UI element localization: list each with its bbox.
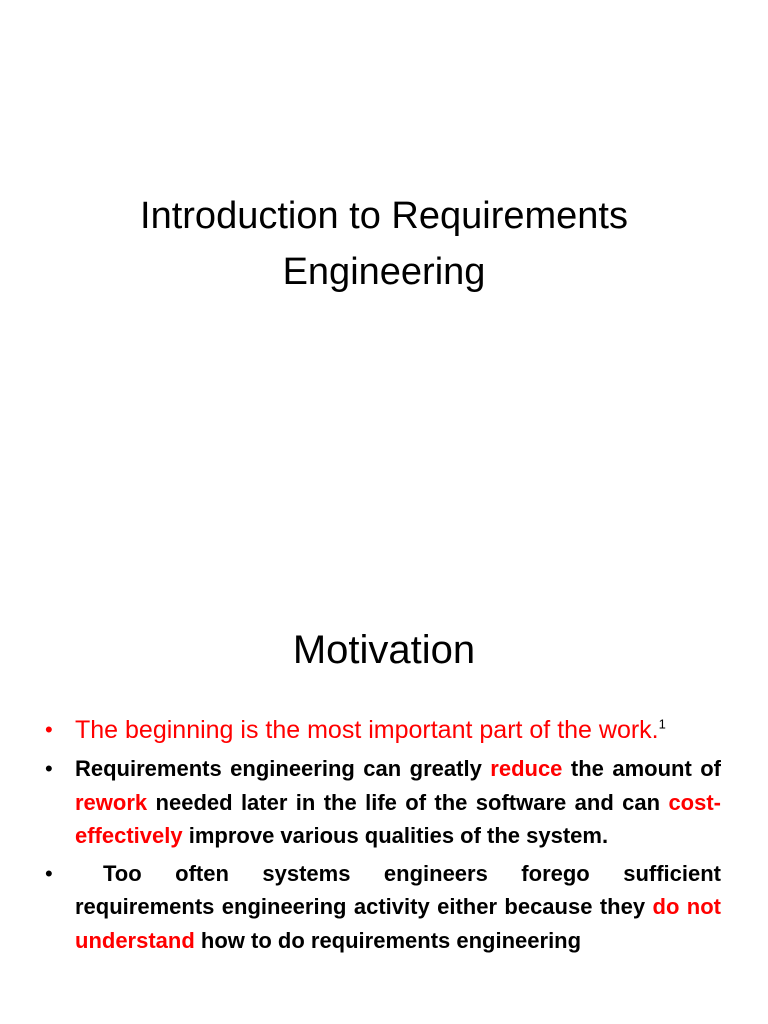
bullet-text: improve various qualities of the system. bbox=[182, 823, 609, 848]
bullet-icon: • bbox=[45, 717, 53, 742]
slide-title bbox=[60, 188, 708, 300]
bullet-text: The beginning is the most important part of the work. bbox=[75, 716, 659, 744]
bullet-text: how to do requirements engineering bbox=[194, 927, 582, 953]
bullet-text: Requirements engineering can greatly bbox=[75, 756, 491, 781]
title-line-1: Introduction to Requirements bbox=[140, 195, 628, 237]
highlight-text: rework bbox=[75, 789, 148, 815]
bullet-text: needed later in the life of the software and can bbox=[147, 789, 669, 815]
motivation-slide bbox=[0, 576, 768, 1024]
bullet-item bbox=[45, 752, 721, 853]
slide-title: Motivation bbox=[292, 628, 476, 672]
footnote-marker: 1 bbox=[658, 716, 666, 732]
bullet-text: the amount of bbox=[562, 756, 721, 781]
bullet-icon: • bbox=[45, 756, 53, 781]
highlight-text: reduce bbox=[490, 756, 563, 781]
highlight-text: do not understand bbox=[75, 894, 721, 953]
bullet-text: Too often systems engineers forego sufficient requirements engineering activity either because they bbox=[75, 860, 721, 919]
bullet-item bbox=[45, 712, 721, 748]
bullet-list bbox=[0, 712, 768, 957]
bullet-item bbox=[45, 857, 721, 958]
highlight-text: cost-effectively bbox=[75, 789, 721, 848]
bullet-icon: • bbox=[45, 860, 53, 886]
title-line-2: Engineering bbox=[282, 251, 486, 293]
